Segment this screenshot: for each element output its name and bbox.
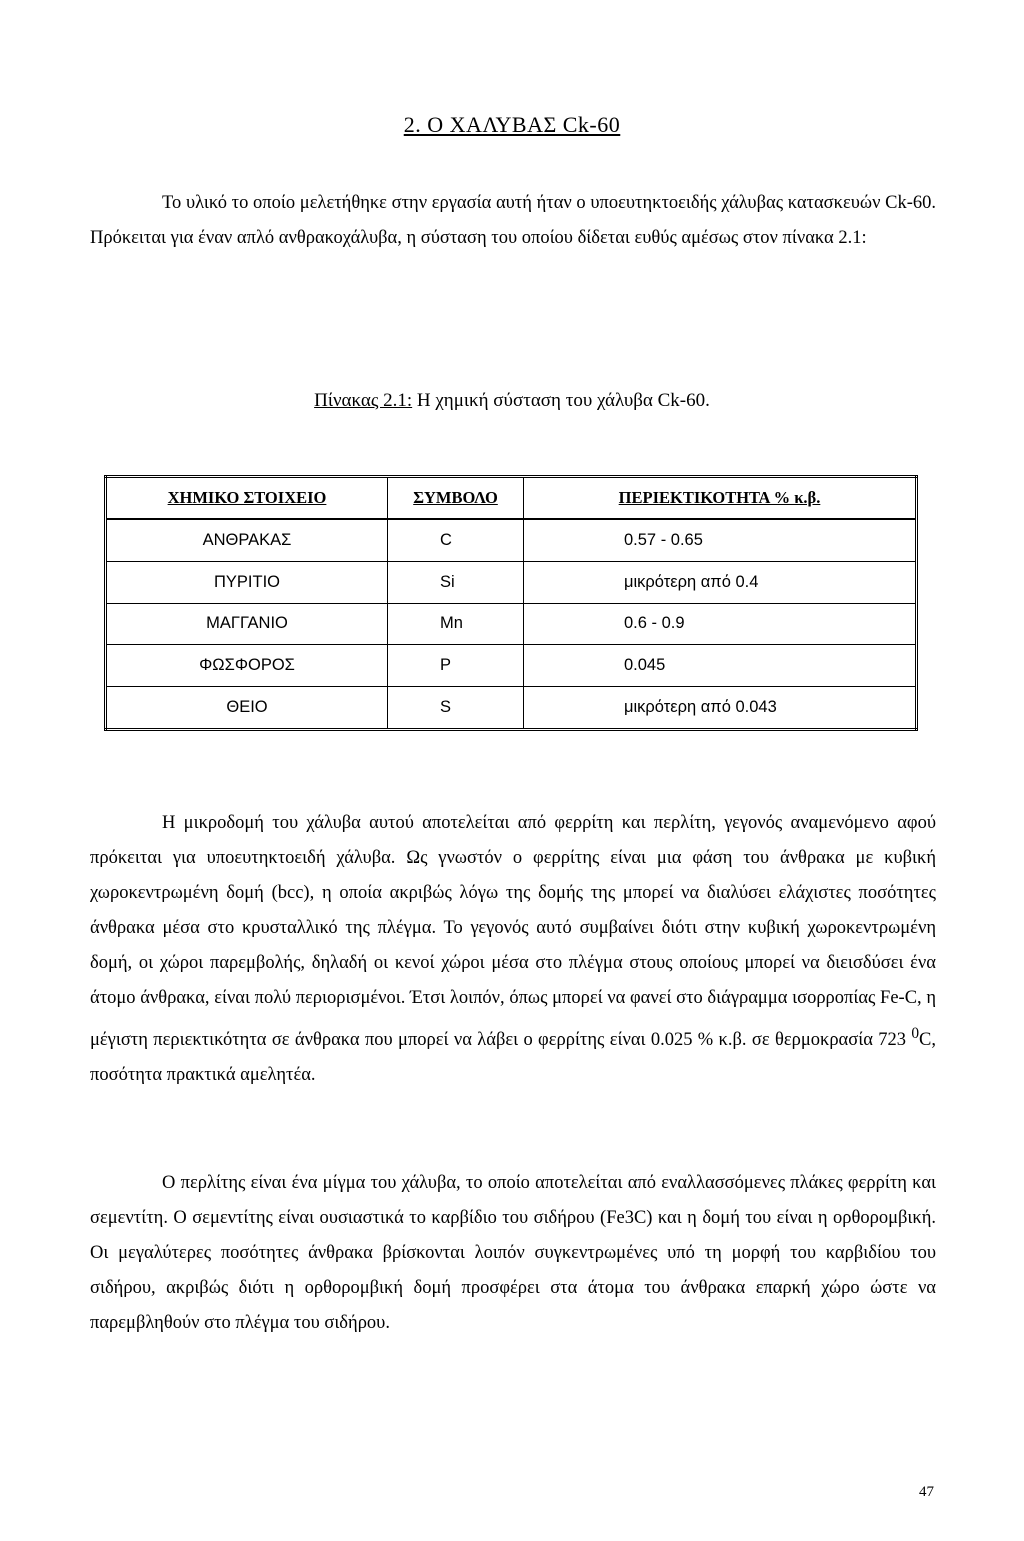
composition-table-wrap [104,475,918,731]
cell-element: ΜΑΓΓΑΝΙΟ [106,603,388,645]
cell-symbol: Mn [388,603,524,645]
cell-element: ΑΝΘΡΑΚΑΣ [106,519,388,561]
section-heading: 2. Ο ΧΑΛΥΒΑΣ Ck-60 [403,112,621,137]
cell-content: 0.57 - 0.65 [524,519,917,561]
table-caption [0,390,1024,412]
page-number: 47 [919,1484,934,1500]
table-caption-text: Η χημική σύσταση του χάλυβα Ck-60. [412,390,710,411]
composition-table [104,475,918,731]
cell-content: μικρότερη από 0.043 [524,687,917,730]
header-content: ΠΕΡΙΕΚΤΙΚΟΤΗΤΑ % κ.β. [524,477,917,520]
cell-content: 0.6 - 0.9 [524,603,917,645]
header-symbol: ΣΥΜΒΟΛΟ [388,477,524,520]
cell-element: ΘΕΙΟ [106,687,388,730]
cell-symbol: S [388,687,524,730]
cell-symbol: Si [388,561,524,603]
table-caption-label: Πίνακας 2.1: [314,390,413,411]
table-row [106,645,917,687]
cell-element: ΠΥΡΙΤΙΟ [106,561,388,603]
table-header-row [106,477,917,520]
pearlite-paragraph: Ο περλίτης είναι ένα μίγμα του χάλυβα, το οποίο αποτελείται από εναλλασσόμενες πλάκες φερρίτη και σεμεντίτη. Ο σεμεντίτης είναι ουσιαστικά το καρβίδιο του σιδήρου (Fe3C) και η δομή του είναι η ορθορομβική. Οι μεγαλύτερες ποσότητες άνθρακα βρίσκονται λοιπόν συγκεντρωμένες υπό τη μορφή του καρβιδίου του σιδήρου, ακριβώς διότι η ορθορομβική δομή προσφέρει στα άτομα του άνθρακα επαρκή χώρο ώστε να παρεμβληθούν στο πλέγμα του σιδήρου. [90,1173,936,1333]
cell-symbol: P [388,645,524,687]
cell-symbol: C [388,519,524,561]
cell-content: 0.045 [524,645,917,687]
intro-paragraph: Το υλικό το οποίο μελετήθηκε στην εργασία αυτή ήταν ο υποευτηκτοειδής χάλυβας κατασκευών Ck-60. Πρόκειται για έναν απλό ανθρακοχάλυβα, η σύσταση του οποίου δίδεται ευθύς αμέσως στον πίνακα 2.1: [90,193,936,248]
header-element: ΧΗΜΙΚΟ ΣΤΟΙΧΕΙΟ [106,477,388,520]
table-row [106,561,917,603]
microstructure-text: Η μικροδομή του χάλυβα αυτού αποτελείται από φερρίτη και περλίτη, γεγονός αναμενόμενο αφού πρόκειται για υποευτηκτοειδή χάλυβα. Ως γνωστόν ο φερρίτης είναι μια φάση του άνθρακα με κυβική χωροκεντρωμένη δομή (bcc), η οποία ακριβώς λόγω της δομής της μπορεί να διαλύσει ελάχιστες ποσότητες άνθρακα μέσα στο κρυσταλλικό της πλέγμα. Το γεγονός αυτό συμβαίνει διότι στην κυβική χωροκεντρωμένη δομή, οι χώροι παρεμβολής, δηλαδή οι κενοί χώροι μέσα στο πλέγμα στους οποίους μπορεί να διεισδύσει ένα άτομο άνθρακα, είναι πολύ περιορισμένοι. Έτσι λοιπόν, όπως μπορεί να φανεί στο διάγραμμα ισορροπίας Fe-C, η μέγιστη περιεκτικότητα σε άνθρακα που μπορεί να λάβει ο φερρίτης είναι 0.025 % κ.β. σε θερμοκρασία 723 [90,813,936,1051]
table-row [106,519,917,561]
cell-content: μικρότερη από 0.4 [524,561,917,603]
table-row [106,687,917,730]
microstructure-text-tail: C, ποσότητα πρακτικά αμελητέα. [90,1030,936,1086]
cell-element: ΦΩΣΦΟΡΟΣ [106,645,388,687]
degree-superscript: 0 [911,1025,920,1042]
microstructure-paragraph [90,806,936,1093]
table-row [106,603,917,645]
